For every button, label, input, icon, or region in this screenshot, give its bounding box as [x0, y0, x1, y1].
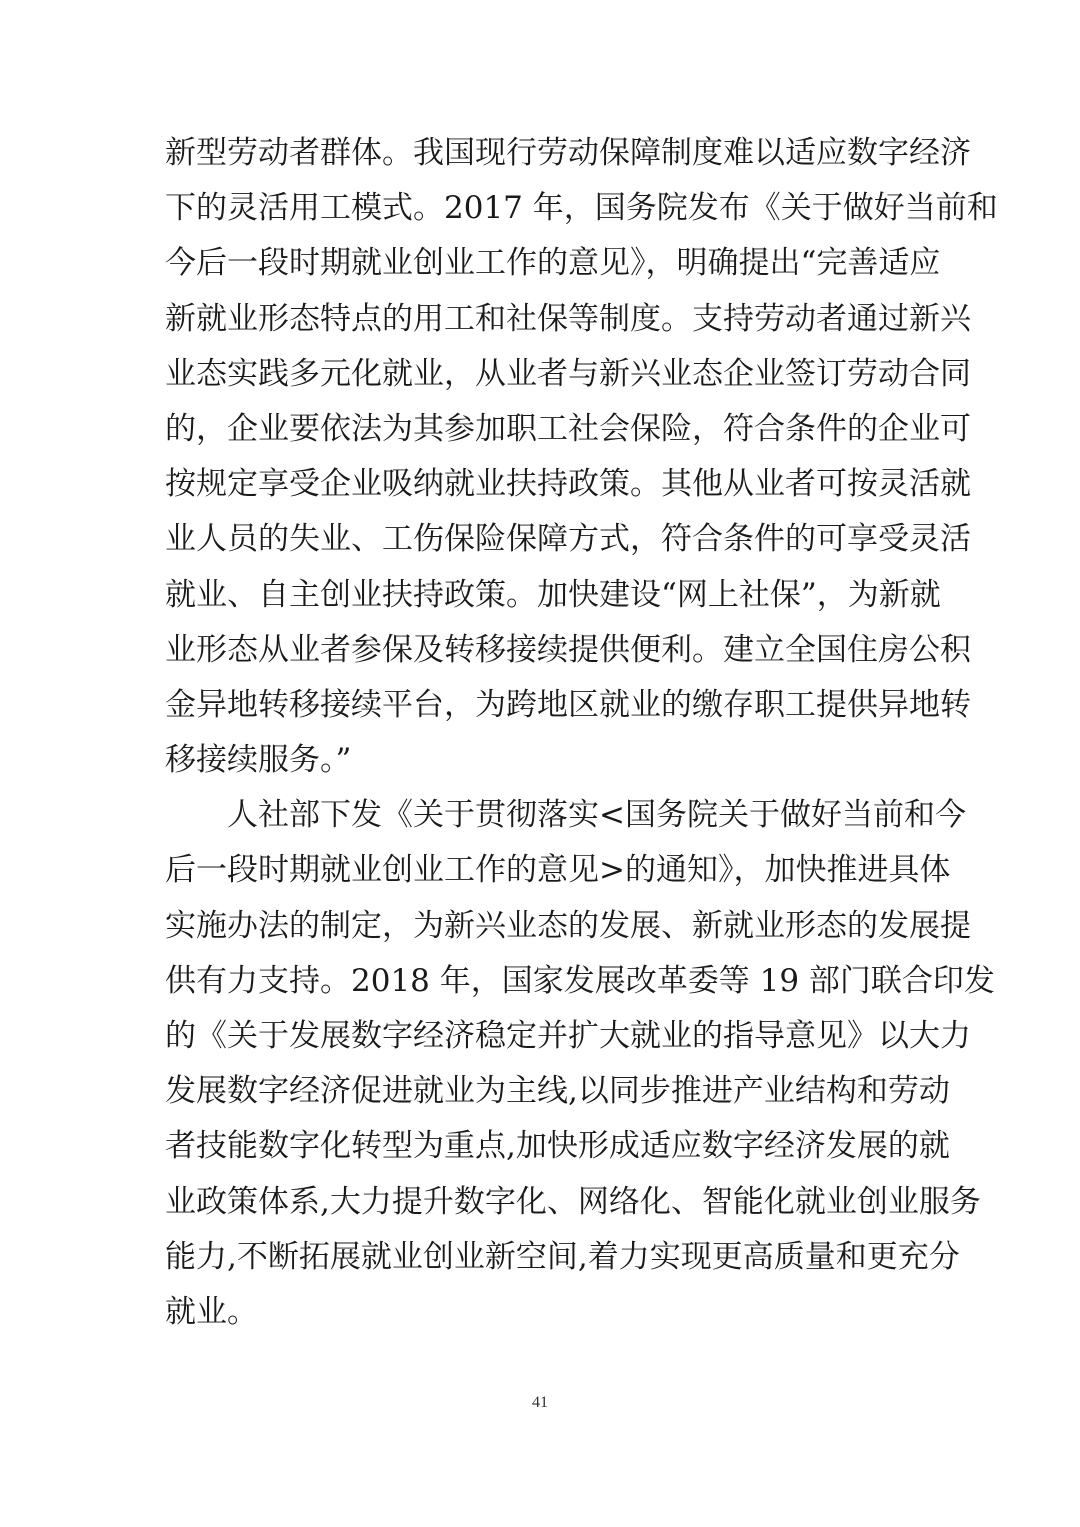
text-line: 者技能数字化转型为重点,加快形成适应数字经济发展的就: [165, 1128, 950, 1165]
text-line: 业态实践多元化就业，从业者与新兴业态企业签订劳动合同: [165, 355, 971, 392]
text-line: 能力,不断拓展就业创业新空间,着力实现更高质量和更充分: [165, 1238, 960, 1275]
text-line: 人社部下发《关于贯彻落实<国务院关于做好当前和今: [227, 797, 966, 834]
text-line: 业政策体系,大力提升数字化、网络化、智能化就业创业服务: [165, 1183, 981, 1220]
text-line: 新就业形态特点的用工和社保等制度。支持劳动者通过新兴: [165, 300, 971, 337]
text-line: 按规定享受企业吸纳就业扶持政策。其他从业者可按灵活就: [165, 466, 971, 503]
paragraph-1: [165, 126, 998, 788]
text-line: 的，企业要依法为其参加职工社会保险，符合条件的企业可: [165, 410, 971, 447]
text-line: 业人员的失业、工伤保险保障方式，符合条件的可享受灵活: [165, 521, 971, 558]
text-line: 就业。: [165, 1293, 258, 1330]
text-line: 今后一段时期就业创业工作的意见》，明确提出“完善适应: [165, 245, 941, 282]
text-line: 下的灵活用工模式。2017 年，国务院发布《关于做好当前和: [165, 190, 998, 227]
text-line: 就业、自主创业扶持政策。加快建设“网上社保”，为新就: [165, 576, 941, 613]
text-line: 移接续服务。”: [165, 742, 352, 779]
text-line: 的《关于发展数字经济稳定并扩大就业的指导意见》以大力: [165, 1018, 971, 1054]
paragraph-2: [165, 788, 995, 1340]
page-number: 41: [532, 1394, 548, 1411]
text-line: 业形态从业者参保及转移接续提供便利。建立全国住房公积: [165, 631, 971, 668]
text-line: 发展数字经济促进就业为主线,以同步推进产业结构和劳动: [165, 1073, 950, 1110]
text-line: 实施办法的制定，为新兴业态的发展、新就业形态的发展提: [165, 907, 971, 944]
text-line: 供有力支持。2018 年，国家发展改革委等 19 部门联合印发: [165, 962, 995, 999]
text-line: 金异地转移接续平台，为跨地区就业的缴存职工提供异地转: [165, 686, 971, 723]
text-line: 后一段时期就业创业工作的意见>的通知》，加快推进具体: [165, 852, 951, 889]
body-text: [165, 126, 998, 1340]
text-line: 新型劳动者群体。我国现行劳动保障制度难以适应数字经济: [165, 135, 971, 171]
